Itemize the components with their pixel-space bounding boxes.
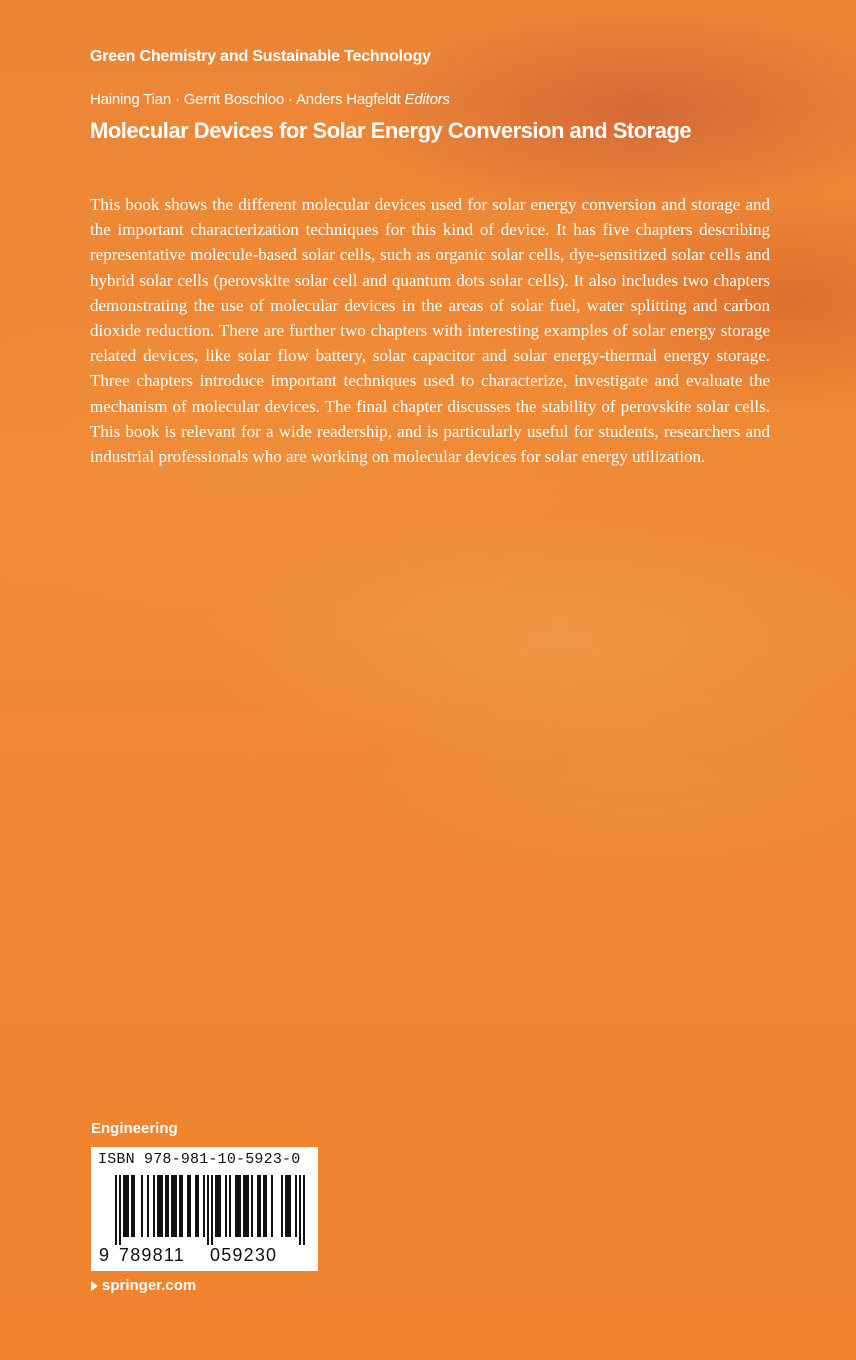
editors-line	[90, 91, 450, 108]
barcode-bar	[287, 1175, 289, 1237]
editors-role: Editors	[404, 91, 450, 108]
barcode-bar	[157, 1175, 159, 1237]
barcode-bar	[207, 1175, 209, 1245]
arrow-right-icon	[91, 1281, 98, 1291]
barcode-bar	[167, 1175, 169, 1237]
barcode-bar	[243, 1175, 245, 1237]
barcode-bar	[263, 1175, 265, 1237]
barcode-bar	[165, 1175, 167, 1237]
barcode-bar	[259, 1175, 261, 1237]
barcode-bar	[125, 1175, 127, 1237]
barcode-bar	[251, 1175, 253, 1237]
barcode-bar	[215, 1175, 217, 1237]
ean-right-group: 059230	[210, 1245, 278, 1265]
barcode-bar	[197, 1175, 199, 1237]
barcode-bar	[175, 1175, 177, 1237]
barcode-bar	[133, 1175, 135, 1237]
ean-first-digit: 9	[99, 1245, 111, 1265]
barcode-bar	[219, 1175, 221, 1237]
publisher-url: springer.com	[102, 1277, 197, 1294]
barcode-bar	[115, 1175, 117, 1245]
barcode-bar	[217, 1175, 219, 1237]
barcode-bar	[161, 1175, 163, 1237]
barcode-bar	[171, 1175, 173, 1237]
barcode-bar	[131, 1175, 133, 1237]
barcode-bar	[211, 1175, 213, 1245]
barcode-bar	[229, 1175, 231, 1237]
barcode-bar	[289, 1175, 291, 1237]
barcode-bar	[271, 1175, 273, 1237]
subject-category: Engineering	[91, 1120, 178, 1137]
barcode-bar	[237, 1175, 239, 1237]
barcode-bar	[173, 1175, 175, 1237]
barcode-bar	[123, 1175, 125, 1237]
barcode-bar	[303, 1175, 305, 1245]
editor-names: Haining Tian · Gerrit Boschloo · Anders Hagfeldt	[90, 91, 401, 108]
barcode-bar	[153, 1175, 155, 1237]
barcode-bar	[159, 1175, 161, 1237]
barcode-bar	[257, 1175, 259, 1237]
barcode-bar	[195, 1175, 197, 1237]
barcode-bar	[245, 1175, 247, 1237]
barcode-bar	[203, 1175, 205, 1237]
barcode-bar	[119, 1175, 121, 1245]
series-title: Green Chemistry and Sustainable Technology	[90, 48, 431, 65]
barcode-bar	[187, 1175, 189, 1237]
barcode-bar	[189, 1175, 191, 1237]
barcode-bar	[247, 1175, 249, 1237]
book-title: Molecular Devices for Solar Energy Conversion and Storage	[90, 118, 692, 143]
barcode-bar	[285, 1175, 287, 1237]
barcode-bar	[141, 1175, 143, 1237]
barcode-bar	[181, 1175, 183, 1237]
barcode-bar	[265, 1175, 267, 1237]
isbn-barcode	[91, 1147, 318, 1271]
barcode-bar	[179, 1175, 181, 1237]
barcode-bar	[281, 1175, 283, 1237]
barcode-bar	[295, 1175, 297, 1237]
barcode-bar	[299, 1175, 301, 1245]
publisher-link[interactable]	[91, 1277, 196, 1294]
barcode-bars	[115, 1175, 305, 1245]
book-description: This book shows the different molecular devices used for solar energy conversion and storage and the important characterization techniques for this kind of device. It has five chapters describing representative molecule-based solar cells, such as organic solar cells, dye-sensitized solar cells and hybrid solar cells (perovskite solar cell and quantum dots solar cells). It also includes two chapters demonstrating the use of molecular devices in the areas of solar fuel, water splitting and carbon dioxide reduction. There are further two chapters with interesting examples of solar energy storage related devices, like solar flow battery, solar capacitor and solar energy-thermal energy storage. Three chapters introduce important techniques used to characterize, investigate and evaluate the mechanism of molecular devices. The final chapter discusses the stability of perovskite solar cells. This book is relevant for a wide readership, and is particularly useful for students, researchers and industrial professionals who are working on molecular devices for solar energy utilization.	[90, 195, 770, 467]
isbn-label: ISBN 978-981-10-5923-0	[98, 1151, 301, 1168]
barcode-bar	[225, 1175, 227, 1237]
barcode-bar	[235, 1175, 237, 1237]
barcode-bar	[147, 1175, 149, 1237]
barcode-bar	[127, 1175, 129, 1237]
ean-left-group: 789811	[119, 1245, 185, 1265]
barcode-bar	[239, 1175, 241, 1237]
